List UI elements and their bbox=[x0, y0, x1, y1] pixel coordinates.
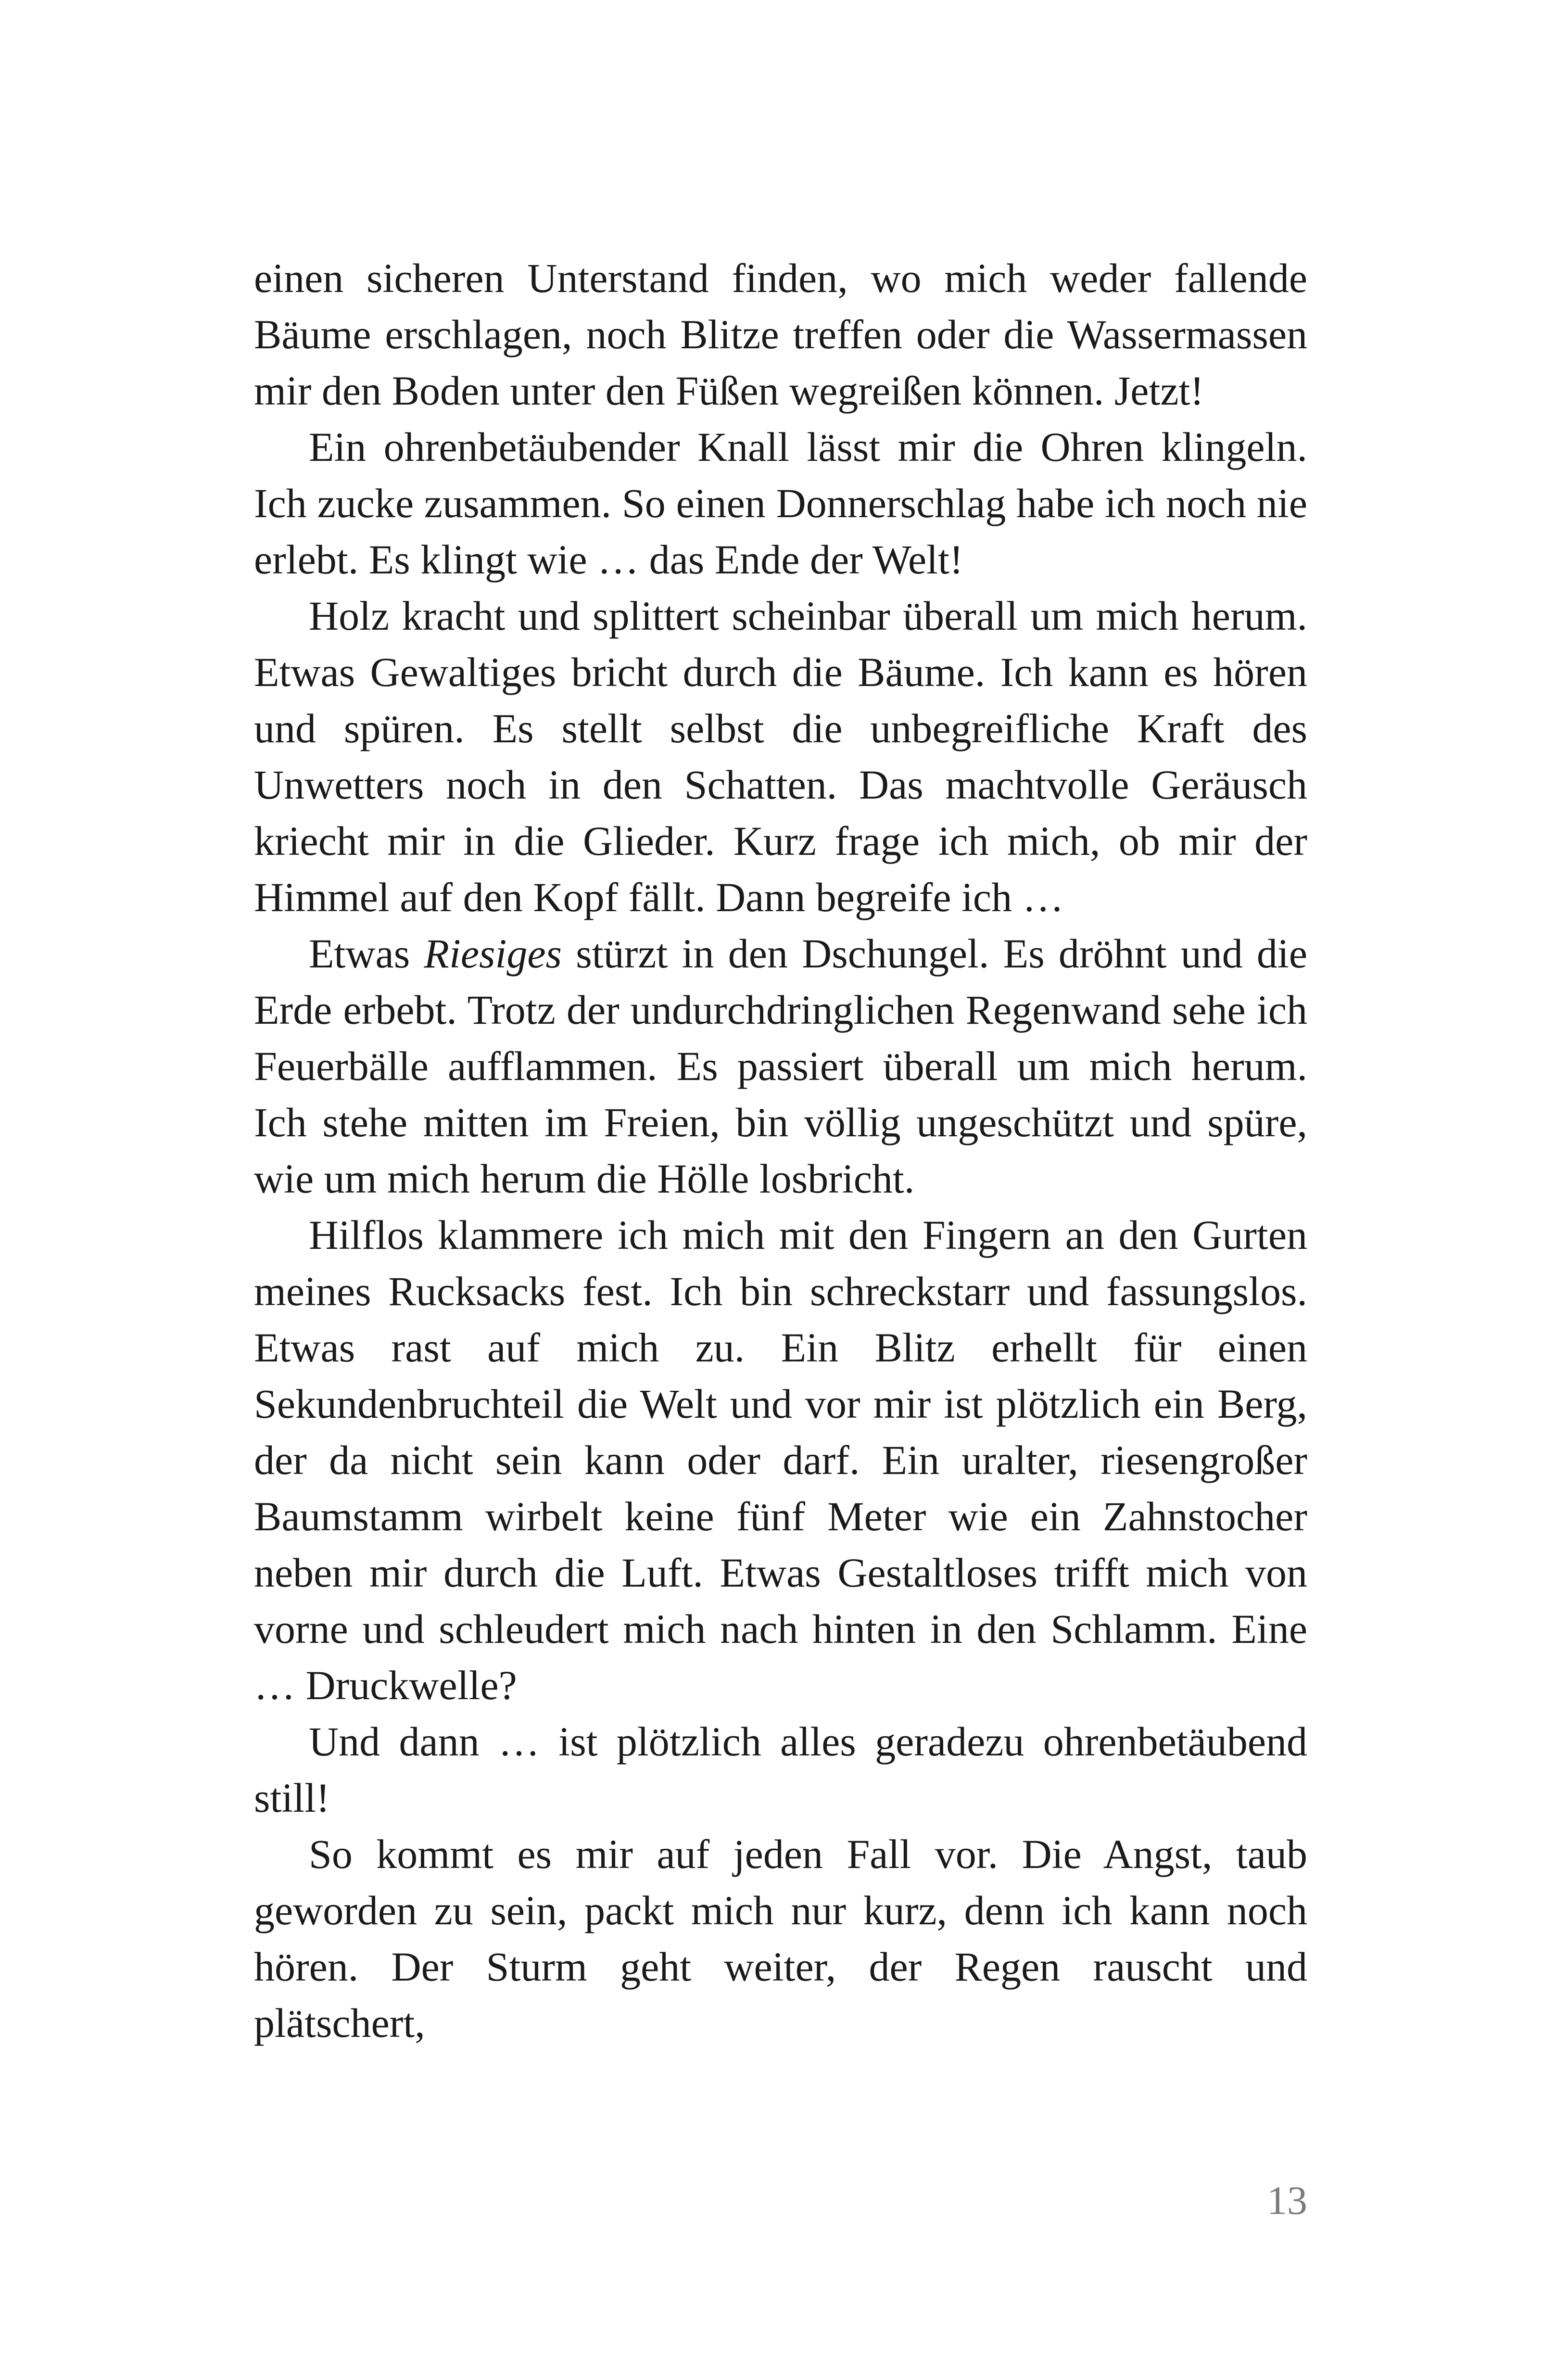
paragraph-1 bbox=[254, 250, 1307, 419]
paragraph-6-text: Und dann … ist plötzlich alles geradezu ohrenbetäubend still! bbox=[254, 1718, 1307, 1821]
paragraph-3 bbox=[254, 588, 1307, 926]
paragraph-7 bbox=[254, 1826, 1307, 2051]
paragraph-2-text: Ein ohrenbetäubender Knall lässt mir die Ohren klingeln. Ich zucke zusammen. So einen Donnerschlag habe ich noch nie erlebt. Es klingt wie … das Ende der Welt! bbox=[254, 424, 1307, 583]
paragraph-7-text: So kommt es mir auf jeden Fall vor. Die Angst, taub geworden zu sein, packt mich nur kurz, denn ich kann noch hören. Der Sturm geht weiter, der Regen rauscht und plätschert, bbox=[254, 1831, 1307, 2046]
paragraph-4-lead: Etwas bbox=[309, 930, 424, 977]
paragraph-4-emphasis: Riesiges bbox=[424, 930, 562, 977]
paragraph-4-rest: stürzt in den Dschungel. Es dröhnt und die Erde erbebt. Trotz der undurchdringlichen Regenwand sehe ich Feuerbälle aufflammen. Es passiert überall um mich herum. Ich stehe mitten im Freien, bin völlig ungeschützt und spüre, wie um mich herum die Hölle losbricht. bbox=[254, 930, 1307, 1202]
paragraph-5 bbox=[254, 1207, 1307, 1714]
paragraph-6 bbox=[254, 1714, 1307, 1826]
body-text bbox=[254, 250, 1307, 2051]
paragraph-4 bbox=[254, 926, 1307, 1207]
paragraph-3-text: Holz kracht und splittert scheinbar überall um mich herum. Etwas Gewaltiges bricht durch die Bäume. Ich kann es hören und spüren. Es stellt selbst die unbegreifliche Kraft des Unwetters noch in den Schatten. Das machtvolle Geräusch kriecht mir in die Glieder. Kurz frage ich mich, ob mir der Himmel auf den Kopf fällt. Dann begreife ich … bbox=[254, 593, 1307, 920]
paragraph-5-text: Hilflos klammere ich mich mit den Fingern an den Gurten meines Rucksacks fest. Ich bin schreckstarr und fassungslos. Etwas rast auf mich zu. Ein Blitz erhellt für einen Sekundenbruchteil die Welt und vor mir ist plötzlich ein Berg, der da nicht sein kann oder darf. Ein uralter, riesengroßer Baumstamm wirbelt keine fünf Meter wie ein Zahnstocher neben mir durch die Luft. Etwas Gestaltloses trifft mich von vorne und schleudert mich nach hinten in den Schlamm. Eine … Druckwelle? bbox=[254, 1212, 1307, 1708]
page-number: 13 bbox=[1267, 2178, 1307, 2223]
paragraph-1-text: einen sicheren Unterstand finden, wo mich weder fallende Bäume erschlagen, noch Blitze treffen oder die Wassermassen mir den Boden unter den Füßen wegreißen können. Jetzt! bbox=[254, 255, 1307, 414]
paragraph-2 bbox=[254, 419, 1307, 588]
